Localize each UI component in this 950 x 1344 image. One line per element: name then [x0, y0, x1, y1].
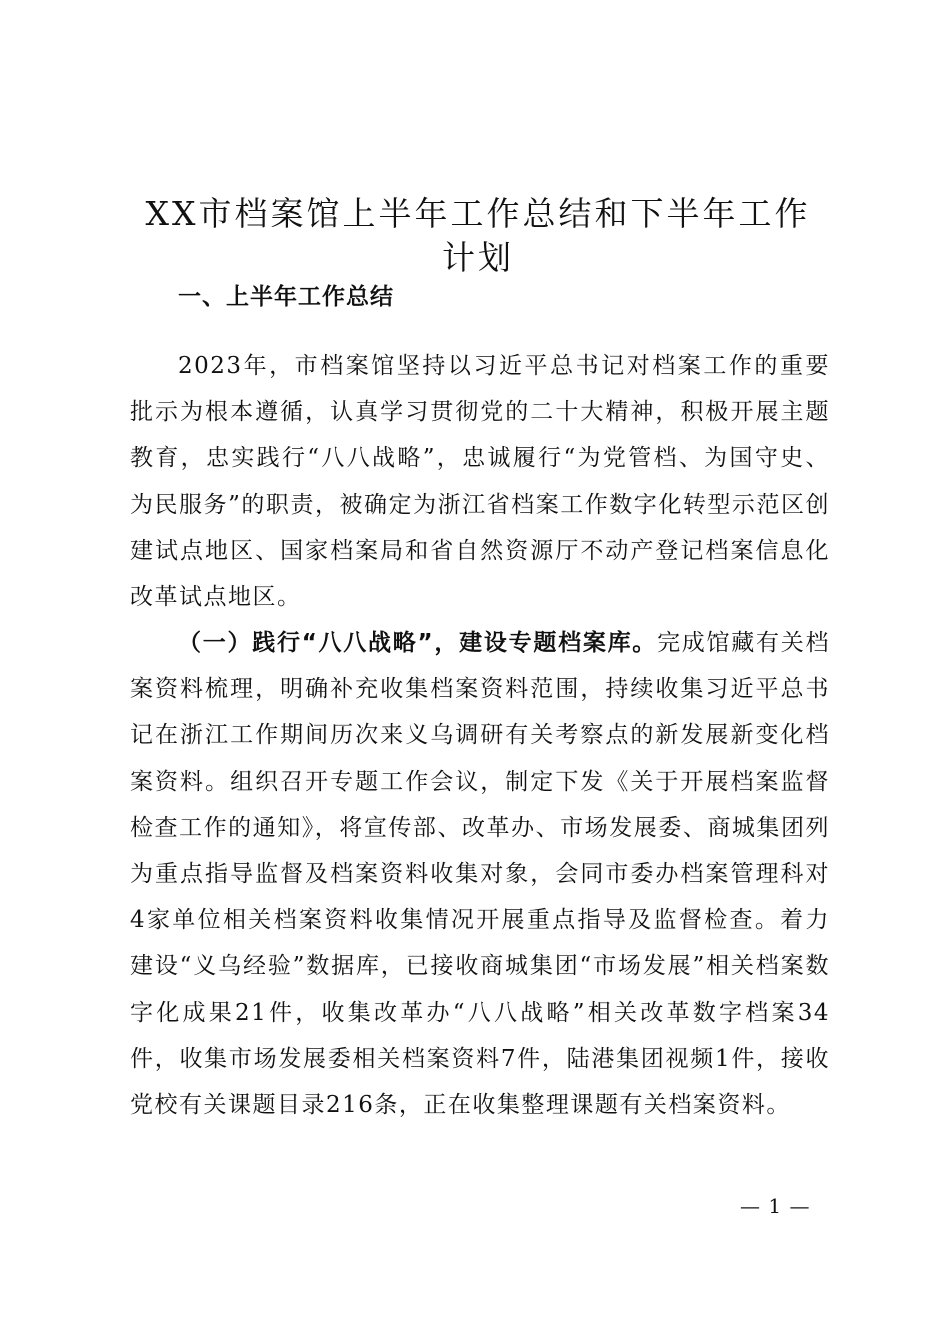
- paragraph-intro: 2023年，市档案馆坚持以习近平总书记对档案工作的重要批示为根本遵循，认真学习贯彻党的二十大精神，积极开展主题教育，忠实践行“八八战略”，忠诚履行“为党管档、为国守史、为民服务”的职责，被确定为浙江省档案工作数字化转型示范区创建试点地区、国家档案局和省自然资源厅不动产登记档案信息化改革试点地区。: [130, 353, 830, 611]
- paragraph-lead: （一）践行“八八战略”，建设专题档案库。: [178, 630, 658, 656]
- paragraph-body: 完成馆藏有关档案资料梳理，明确补充收集档案资料范围，持续收集习近平总书记在浙江工作期间历次来义乌调研有关考察点的新发展新变化档案资料。组织召开专题工作会议，制定下发《关于开展档案监督检查工作的通知》，将宣传部、改革办、市场发展委、商城集团列为重点指导监督及档案资料收集对象，会同市委办档案管理科对4家单位相关档案资料收集情况开展重点指导及监督检查。着力建设“义乌经验”数据库，已接收商城集团“市场发展”相关档案数字化成果21件，收集改革办“八八战略”相关改革数字档案34件，收集市场发展委相关档案资料7件，陆港集团视频1件，接收党校有关课题目录216条，正在收集整理课题有关档案资料。: [130, 630, 831, 1119]
- page-title: XX市档案馆上半年工作总结和下半年工作计划: [145, 194, 811, 278]
- paragraph-section-one: [130, 620, 830, 1128]
- section-heading: 一、上半年工作总结: [178, 284, 394, 310]
- page-number: — 1 —: [740, 1194, 811, 1218]
